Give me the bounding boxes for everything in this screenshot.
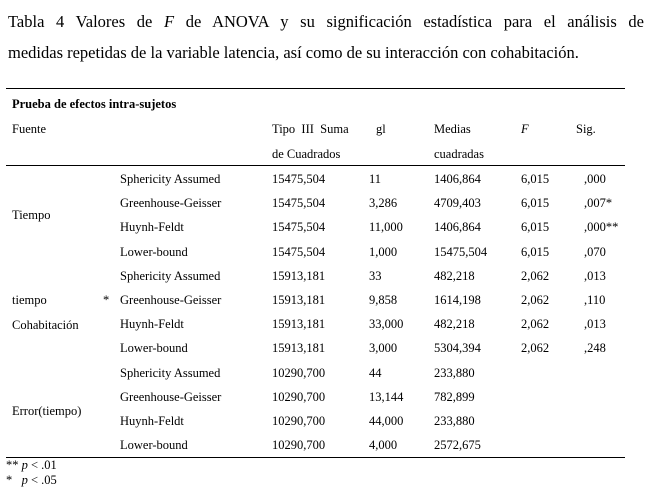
cell-sum-squares: 15475,504: [272, 244, 326, 259]
cell-sig: ,013: [584, 268, 606, 283]
cell-gl: 33,000: [369, 317, 404, 332]
cell-mean-squares: 1406,864: [434, 220, 481, 235]
footnote-p05: * p < .05: [6, 473, 57, 487]
cell-sum-squares: 15913,181: [272, 293, 326, 307]
cell-mean-squares: 4709,403: [434, 196, 481, 211]
cell-gl: 3,000: [369, 341, 398, 356]
cell-gl: 3,286: [369, 196, 398, 211]
cell-method: Huynh-Feldt: [120, 220, 184, 235]
source-interaction-line2: Cohabitación: [12, 318, 79, 332]
caption-f-symbol: F: [164, 12, 175, 31]
table-bottom-rule: [6, 457, 625, 458]
cell-mean-squares: 15475,504: [434, 244, 488, 259]
cell-method: Lower-bound: [120, 244, 188, 259]
caption-line-2: medidas repetidas de la variable latencia, así como de su interacción con cohabitación.: [8, 43, 579, 62]
cell-gl: 44,000: [369, 414, 404, 428]
header-suma-line1: Tipo III Suma: [272, 122, 349, 136]
cell-gl: 33: [369, 268, 382, 283]
cell-sum-squares: 15913,181: [272, 341, 326, 356]
source-interaction-line1: tiempo: [12, 293, 47, 307]
table-caption: [8, 6, 644, 68]
cell-sum-squares: 15475,504: [272, 196, 326, 211]
cell-sig: ,000**: [584, 220, 619, 235]
header-bottom-rule: [6, 165, 625, 166]
cell-mean-squares: 482,218: [434, 317, 475, 332]
cell-sum-squares: 10290,700: [272, 414, 326, 428]
cell-gl: 11,000: [369, 220, 403, 235]
cell-sum-squares: 15475,504: [272, 172, 326, 186]
header-medias-line2: cuadradas: [434, 147, 484, 161]
cell-method: Lower-bound: [120, 438, 188, 453]
header-fuente: Fuente: [12, 122, 47, 136]
header-f: F: [521, 122, 529, 136]
caption-line-1: Tabla 4 Valores de F de ANOVA y su significación estadística para el análisis de: [8, 12, 645, 31]
cell-method: Lower-bound: [120, 341, 188, 356]
table-top-rule: [6, 88, 625, 89]
cell-f: 2,062: [521, 317, 550, 332]
cell-method: Greenhouse-Geisser: [120, 196, 222, 211]
cell-mean-squares: 482,218: [434, 268, 475, 283]
cell-mean-squares: 233,880: [434, 365, 475, 380]
cell-f: 2,062: [521, 341, 550, 356]
cell-mean-squares: 1614,198: [434, 293, 481, 307]
cell-sig: ,110: [584, 293, 606, 307]
cell-sum-squares: 10290,700: [272, 438, 326, 453]
cell-sum-squares: 10290,700: [272, 389, 326, 404]
cell-f: 6,015: [521, 220, 550, 235]
cell-gl: 4,000: [369, 438, 398, 453]
cell-gl: 1,000: [369, 244, 398, 259]
cell-sig: ,013: [584, 317, 606, 332]
cell-mean-squares: 233,880: [434, 414, 475, 428]
cell-sum-squares: 15913,181: [272, 317, 326, 332]
table-title: Prueba de efectos intra-sujetos: [12, 97, 177, 111]
header-gl: gl: [376, 122, 386, 136]
cell-f: 6,015: [521, 172, 550, 186]
cell-gl: 44: [369, 365, 382, 380]
cell-method: Greenhouse-Geisser: [120, 293, 222, 307]
cell-sig: ,007*: [584, 196, 613, 211]
header-suma-line2: de Cuadrados: [272, 147, 341, 161]
cell-f: 2,062: [521, 293, 550, 307]
cell-mean-squares: 782,899: [434, 389, 475, 404]
cell-sum-squares: 10290,700: [272, 365, 326, 380]
cell-mean-squares: 1406,864: [434, 172, 481, 186]
header-sig: Sig.: [576, 122, 596, 136]
cell-f: 6,015: [521, 244, 550, 259]
cell-sig: ,000: [584, 172, 606, 186]
cell-gl: 11: [369, 172, 382, 186]
cell-sig: ,248: [584, 341, 606, 356]
cell-gl: 9,858: [369, 293, 398, 307]
cell-method: Sphericity Assumed: [120, 172, 221, 186]
cell-method: Sphericity Assumed: [120, 268, 221, 283]
cell-method: Huynh-Feldt: [120, 317, 184, 332]
source-error: Error(tiempo): [12, 404, 82, 418]
header-medias-line1: Medias: [434, 122, 471, 136]
cell-sig: ,070: [584, 244, 606, 259]
source-interaction-star: *: [103, 293, 110, 307]
cell-method: Huynh-Feldt: [120, 414, 184, 428]
footnote-p01: ** p < .01: [6, 458, 57, 472]
source-tiempo: Tiempo: [12, 208, 51, 222]
cell-method: Sphericity Assumed: [120, 365, 221, 380]
cell-f: 2,062: [521, 268, 550, 283]
cell-method: Greenhouse-Geisser: [120, 389, 222, 404]
cell-f: 6,015: [521, 196, 550, 211]
cell-mean-squares: 5304,394: [434, 341, 481, 356]
cell-sum-squares: 15475,504: [272, 220, 326, 235]
cell-gl: 13,144: [369, 389, 404, 404]
cell-mean-squares: 2572,675: [434, 438, 481, 453]
cell-sum-squares: 15913,181: [272, 268, 326, 283]
